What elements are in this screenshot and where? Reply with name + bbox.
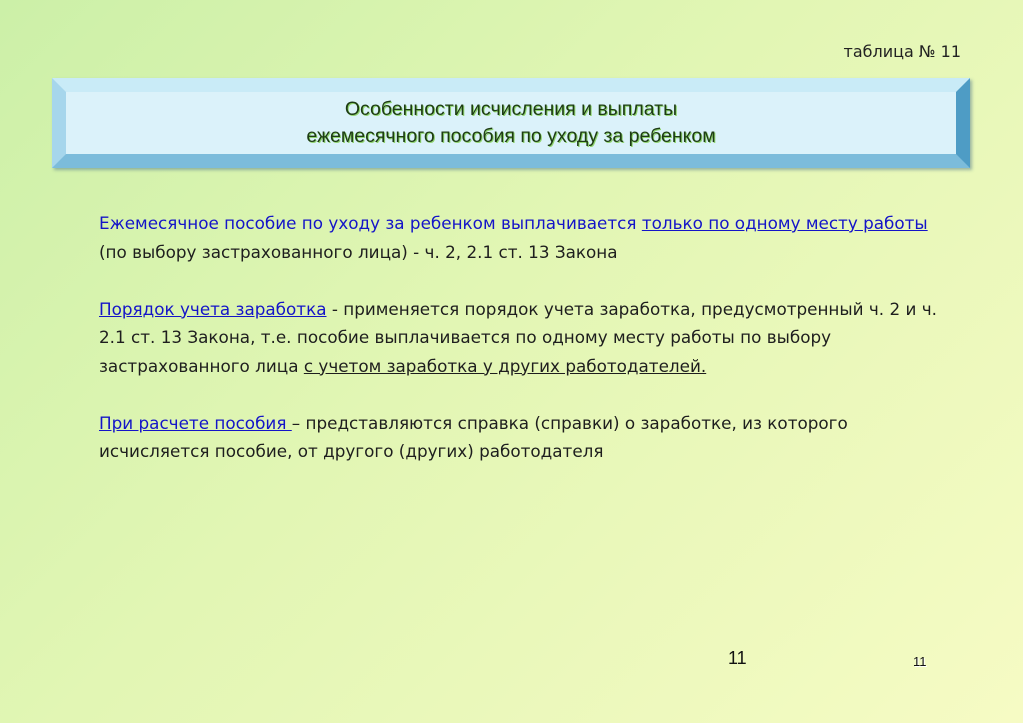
earnings-order-link[interactable]: Порядок учета заработка [99,298,327,319]
paragraph-payment-rule [99,209,939,266]
other-employers-underlined: с учетом заработка у других работодателей. [303,355,707,376]
body-text [99,209,939,494]
page-number-center: 11 [728,648,747,668]
p1-lead: Ежемесячное пособие по уходу за ребенком выплачивается [99,213,637,233]
title-line-1: Особенности исчисления и выплаты [344,98,678,120]
slide-number: 11 [913,654,927,669]
p1-rest: (по выбору застрахованного лица) - ч. 2, 2.1 ст. 13 Закона [99,241,618,262]
table-number-label: таблица № 11 [843,42,961,61]
calculation-link[interactable]: При расчете пособия [99,412,292,433]
p3-rest: – представляются справка (справки) о заработке, из которого исчисляется пособие, от другого (других) работодателя [99,412,848,461]
title-text [66,92,956,154]
title-line-2: ежемесячного пособия по уходу за ребенком [306,125,716,147]
one-workplace-link[interactable]: только по одному месту работы [641,213,928,233]
p2-mid: - применяется порядок учета заработка, предусмотренный ч. 2 и ч. 2.1 ст. 13 Закона, т.е. пособие выплачивается по одному месту работы по выбору застрахованного лица [99,298,937,376]
title-box [52,78,970,168]
paragraph-calculation [99,409,939,466]
paragraph-earnings-order [99,295,939,381]
